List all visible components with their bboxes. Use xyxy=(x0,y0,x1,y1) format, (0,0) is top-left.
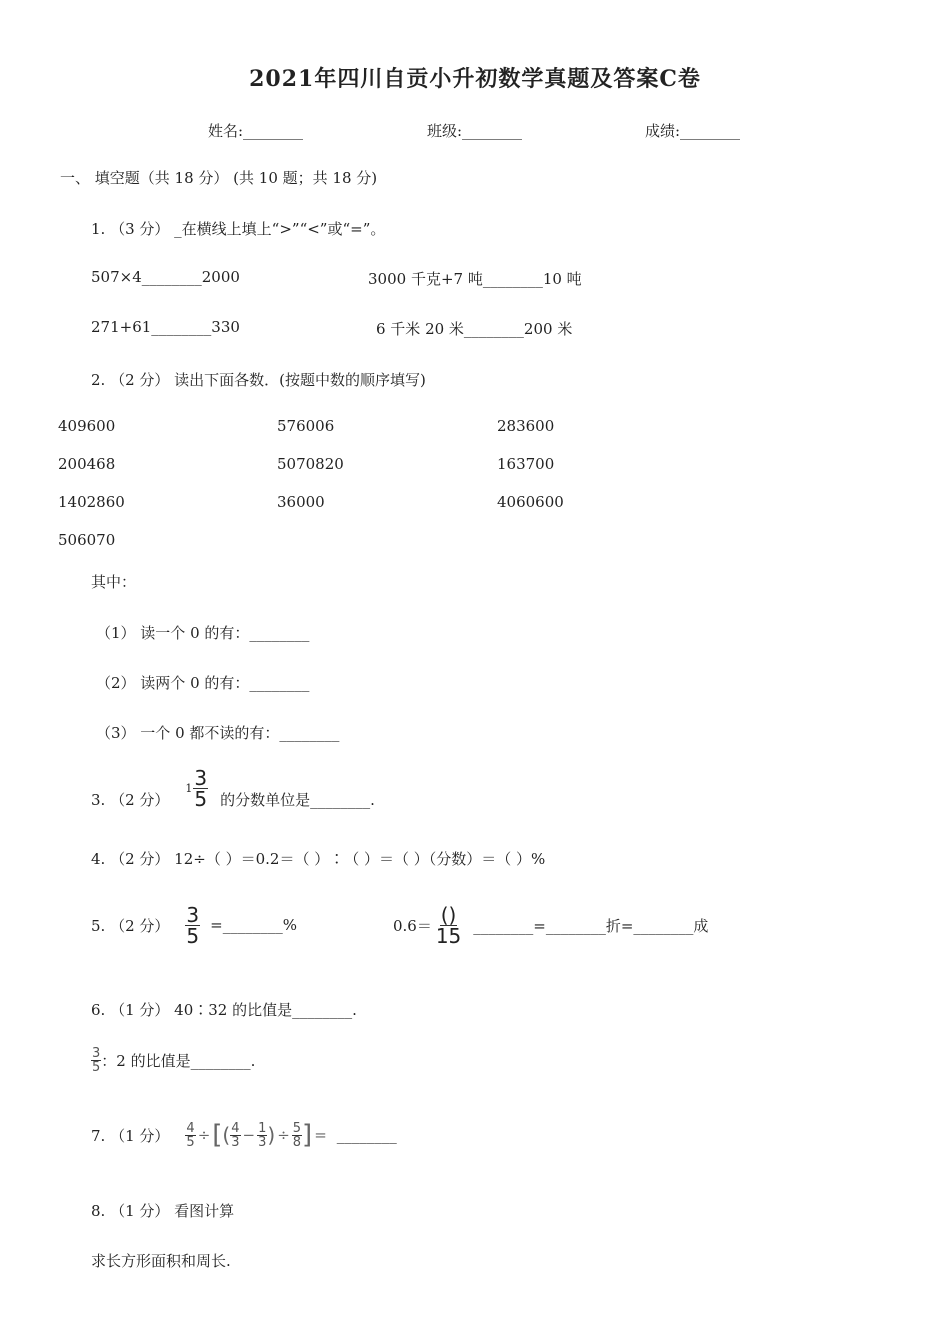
fraction xyxy=(91,1047,101,1074)
fraction-numerator: 3 xyxy=(92,1045,101,1061)
fraction xyxy=(435,902,462,948)
number-item: 409600 xyxy=(58,417,116,435)
question-2-sub-2[interactable]: （2） 读两个 0 的有：________ xyxy=(96,674,310,692)
question-1-c[interactable]: 271+61________330 xyxy=(91,318,240,336)
number-item: 200468 xyxy=(58,455,116,473)
fraction-denominator: 5 xyxy=(186,1134,195,1150)
question-5 xyxy=(91,899,708,951)
number-item: 163700 xyxy=(497,455,555,473)
question-5-decimal: 0.6＝ xyxy=(392,916,432,935)
fraction-numerator: 4 xyxy=(186,1120,195,1136)
section-heading: 一、 填空题（共 18 分） (共 10 题；共 18 分) xyxy=(60,169,378,187)
fraction-numerator: 4 xyxy=(231,1120,240,1136)
question-2-sub-3[interactable]: （3） 一个 0 都不读的有：________ xyxy=(96,724,340,742)
page-title: 2021年四川自贡小升初数学真题及答案C卷 xyxy=(249,66,701,92)
question-2-sub-1[interactable]: （1） 读一个 0 的有：________ xyxy=(96,624,310,642)
class-field[interactable]: 班级:________ xyxy=(427,122,523,140)
question-1-b[interactable]: 3000 千克+7 吨________10 吨 xyxy=(368,270,582,288)
fraction xyxy=(193,765,208,811)
right-paren: ) xyxy=(267,1123,276,1147)
question-7 xyxy=(91,1113,397,1157)
number-item: 36000 xyxy=(277,493,325,511)
question-3 xyxy=(91,766,375,810)
question-1-a[interactable]: 507×4________2000 xyxy=(91,268,240,286)
divide-sign: ÷ xyxy=(197,1126,211,1144)
fraction xyxy=(257,1122,267,1149)
number-item: 576006 xyxy=(277,417,335,435)
fraction-numerator: 3 xyxy=(194,765,208,790)
number-item: 283600 xyxy=(497,417,555,435)
equals-sign: = xyxy=(314,1126,327,1144)
fraction-denominator: 3 xyxy=(231,1134,240,1150)
right-bracket: ] xyxy=(302,1120,313,1150)
question-8-sub: 求长方形面积和周长. xyxy=(91,1252,231,1270)
fraction-numerator: 3 xyxy=(186,902,200,927)
number-item: 4060600 xyxy=(497,493,564,511)
left-bracket: [ xyxy=(212,1120,223,1150)
fraction-denominator: 5 xyxy=(92,1059,101,1075)
question-7-blank[interactable]: ________ xyxy=(336,1126,397,1144)
divide-sign: ÷ xyxy=(277,1126,290,1144)
fraction xyxy=(292,1122,302,1149)
number-item: 5070820 xyxy=(277,455,344,473)
fraction-numerator: 5 xyxy=(292,1120,302,1136)
question-6-b-text[interactable]: ：2 的比值是________. xyxy=(101,1051,256,1070)
question-5-prefix: 5. （2 分） xyxy=(91,916,170,935)
question-6-a[interactable]: 6. （1 分） 40∶32 的比值是________. xyxy=(91,1001,357,1019)
question-5-percent-blank[interactable]: =________% xyxy=(210,916,297,934)
question-5-blanks[interactable]: ________=________折=________成 xyxy=(473,916,709,935)
number-item: 1402860 xyxy=(58,493,125,511)
fraction-denominator: 8 xyxy=(292,1134,302,1150)
fraction-denominator: 5 xyxy=(186,923,200,948)
question-2-among: 其中： xyxy=(91,573,137,591)
fraction-numerator: 1 xyxy=(258,1120,267,1136)
question-4[interactable]: 4. （2 分） 12÷（ ）＝0.2＝（ ）∶（ ）＝（ ）（分数）＝（ ）% xyxy=(91,850,546,868)
score-field[interactable]: 成绩:________ xyxy=(645,122,741,140)
question-7-prefix: 7. （1 分） xyxy=(91,1126,170,1145)
question-2-stem: 2. （2 分） 读出下面各数．(按题中数的顺序填写) xyxy=(91,371,426,389)
number-item: 506070 xyxy=(58,531,116,549)
question-3-prefix: 3. （2 分） xyxy=(91,791,170,809)
question-6-b xyxy=(91,1042,255,1078)
mixed-whole: 1 xyxy=(185,781,193,795)
question-3-suffix[interactable]: 的分数单位是________. xyxy=(220,791,375,809)
fraction-denominator: 3 xyxy=(258,1134,267,1150)
fraction-denominator: 5 xyxy=(194,786,208,811)
question-8-stem: 8. （1 分） 看图计算 xyxy=(91,1202,235,1220)
fraction xyxy=(185,1122,195,1149)
fraction xyxy=(230,1122,240,1149)
question-1-d[interactable]: 6 千米 20 米________200 米 xyxy=(376,320,573,338)
question-1-stem: 1. （3 分） _在横线上填上“>”“<”或“=”。 xyxy=(91,220,386,238)
mixed-number xyxy=(185,765,208,811)
fraction xyxy=(185,902,200,948)
fraction-numerator[interactable]: () xyxy=(440,902,457,927)
fraction-denominator: 15 xyxy=(435,923,462,948)
left-paren: ( xyxy=(222,1123,231,1147)
minus-sign: − xyxy=(242,1126,256,1144)
name-field[interactable]: 姓名:________ xyxy=(208,122,304,140)
